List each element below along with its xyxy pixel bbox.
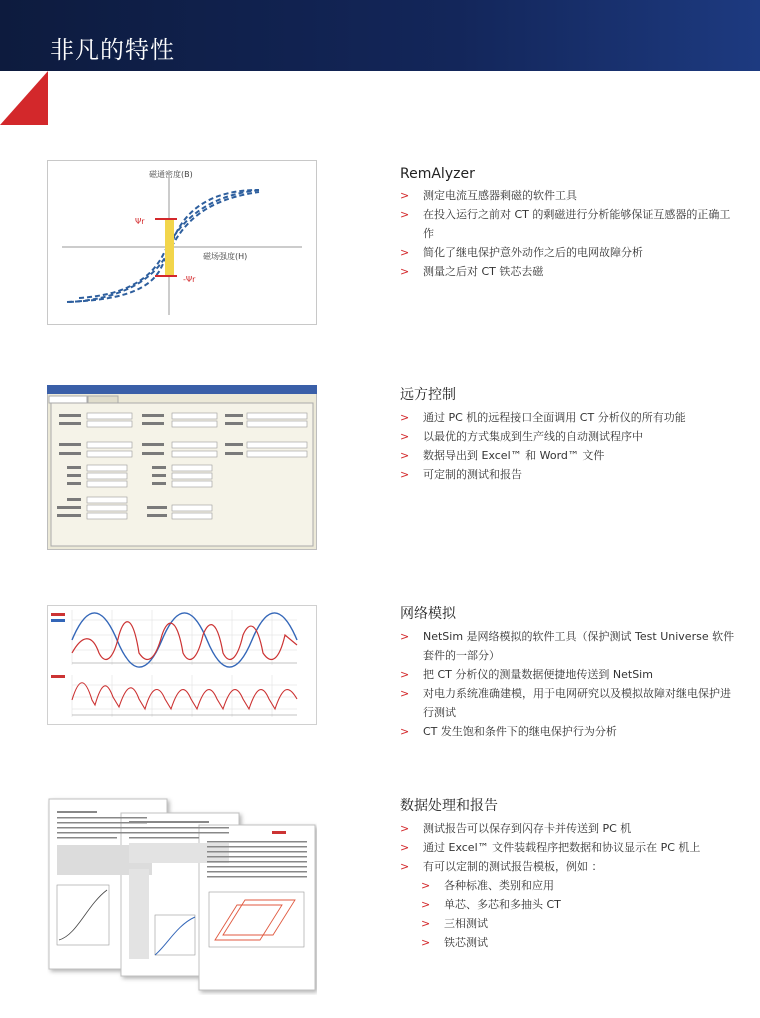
waveform-figure — [47, 605, 317, 725]
section-data-report — [400, 795, 740, 952]
sub-list-item: > 铁芯测试 — [421, 936, 488, 949]
report-pages-figure — [47, 795, 317, 995]
list-item: > 把 CT 分析仪的测量数据便捷地传送到 NetSim — [400, 668, 653, 681]
section-network-simulation — [400, 603, 740, 741]
sub-list-item: > 单芯、多芯和多抽头 CT — [421, 898, 561, 911]
list-item: > 测试报告可以保存到闪存卡并传送到 PC 机 — [400, 822, 632, 835]
page-title: 非凡的特性 — [50, 36, 175, 64]
list-item: > 测量之后对 CT 铁芯去磁 — [400, 265, 544, 278]
list-item: > 通过 Excel™ 文件装载程序把数据和协议显示在 PC 机上 — [400, 841, 701, 854]
sub-list-item: > 各种标准、类别和应用 — [421, 879, 554, 892]
list-item: > 简化了继电保护意外动作之后的电网故障分析 — [400, 246, 643, 259]
test-settings-screenshot — [47, 385, 317, 550]
section-title: 网络模拟 — [400, 606, 456, 622]
x-axis-label: 磁场强度(H) — [203, 252, 248, 261]
red-corner-decoration — [0, 71, 48, 125]
list-item: > CT 发生饱和条件下的继电保护行为分析 — [400, 725, 617, 738]
header-banner — [0, 0, 760, 71]
section-remote-control — [400, 384, 740, 484]
list-item: > 通过 PC 机的远程接口全面调用 CT 分析仪的所有功能 — [400, 411, 686, 424]
list-item: > 在投入运行之前对 CT 的剩磁进行分析能够保证互感器的正确工作 — [400, 208, 731, 240]
hysteresis-figure — [47, 160, 317, 325]
list-item: > 有可以定制的测试报告模板，例如 ： — [400, 860, 603, 873]
section-title: 数据处理和报告 — [400, 798, 498, 814]
list-item: > 数据导出到 Excel™ 和 Word™ 文件 — [400, 449, 605, 462]
section-title: 远方控制 — [400, 387, 456, 403]
section-remalyzer — [400, 166, 740, 281]
list-item: > NetSim 是网络模拟的软件工具（保护测试 Test Universe 软件套件的一部分） — [400, 630, 735, 662]
section-title: RemAlyzer — [400, 166, 475, 182]
list-item: > 对电力系统准确建模，用于电网研究以及模拟故障对继电保护进行测试 — [400, 687, 731, 719]
list-item: > 测定电流互感器剩磁的软件工具 — [400, 189, 577, 202]
list-item: > 可定制的测试和报告 — [400, 468, 522, 481]
svg-text:-Ψr: -Ψr — [183, 275, 196, 284]
svg-text:Ψr: Ψr — [135, 217, 145, 226]
list-item: > 以最优的方式集成到生产线的自动测试程序中 — [400, 430, 643, 443]
sub-list-item: > 三相测试 — [421, 917, 488, 930]
y-axis-label: 磁通密度(B) — [149, 170, 193, 179]
